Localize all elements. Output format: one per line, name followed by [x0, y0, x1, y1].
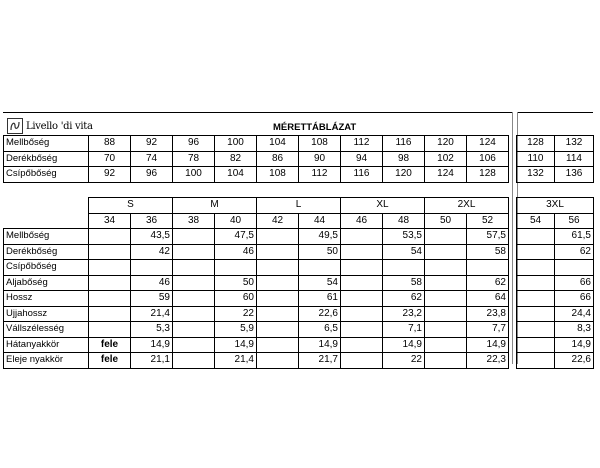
table-cell: 136 — [555, 167, 594, 183]
table-cell: 22,6 — [299, 306, 341, 322]
table-cell — [517, 322, 555, 338]
measure-row-extra — [517, 353, 594, 369]
table-cell: 50 — [299, 244, 341, 260]
table-cell: 22 — [215, 306, 257, 322]
table-cell: 66 — [555, 275, 594, 291]
table-cell — [89, 260, 131, 276]
top-table-row — [4, 151, 509, 167]
table-cell — [257, 337, 299, 353]
table-cell: 116 — [383, 136, 425, 152]
size-table-extra — [516, 135, 594, 369]
empty-cell — [4, 213, 89, 229]
table-cell: 100 — [215, 136, 257, 152]
table-cell: 106 — [467, 151, 509, 167]
size-group-row — [4, 198, 509, 214]
measure-row-extra — [517, 244, 594, 260]
table-cell: 46 — [215, 244, 257, 260]
table-cell: 124 — [425, 167, 467, 183]
row-label: Vállszélesség — [4, 322, 89, 338]
table-cell — [517, 260, 555, 276]
table-cell: 128 — [517, 136, 555, 152]
table-cell: 132 — [555, 136, 594, 152]
row-label: Hossz — [4, 291, 89, 307]
table-cell — [425, 229, 467, 245]
spacer-row — [517, 182, 594, 198]
table-cell — [131, 260, 173, 276]
size-number: 40 — [215, 213, 257, 229]
measure-row — [4, 275, 509, 291]
table-cell: 21,7 — [299, 353, 341, 369]
table-cell: 6,5 — [299, 322, 341, 338]
table-cell: 104 — [215, 167, 257, 183]
table-cell: 23,2 — [383, 306, 425, 322]
table-cell: 54 — [299, 275, 341, 291]
measure-row-extra — [517, 275, 594, 291]
top-table-row — [4, 167, 509, 183]
table-cell: 104 — [257, 136, 299, 152]
table-cell: 82 — [215, 151, 257, 167]
table-cell: 47,5 — [215, 229, 257, 245]
table-cell: 62 — [383, 291, 425, 307]
brand-suffix: 'di vita — [60, 120, 93, 132]
size-group-header: XL — [341, 198, 425, 214]
table-cell: 61,5 — [555, 229, 594, 245]
top-table-row-extra — [517, 136, 594, 152]
measure-row-extra — [517, 322, 594, 338]
row-label: Derékbőség — [4, 151, 89, 167]
table-cell: 53,5 — [383, 229, 425, 245]
top-border — [3, 112, 593, 113]
size-group-header: M — [173, 198, 257, 214]
table-cell — [89, 291, 131, 307]
table-cell: 7,1 — [383, 322, 425, 338]
brand-logo — [7, 118, 93, 134]
table-cell: 100 — [173, 167, 215, 183]
size-number: 54 — [517, 213, 555, 229]
size-number: 56 — [555, 213, 594, 229]
top-table-row — [4, 136, 509, 152]
table-cell: 46 — [131, 275, 173, 291]
table-cell: 7,7 — [467, 322, 509, 338]
table-cell: 96 — [173, 136, 215, 152]
measure-row-extra — [517, 291, 594, 307]
table-cell: 14,9 — [215, 337, 257, 353]
table-cell: 58 — [383, 275, 425, 291]
table-cell — [517, 291, 555, 307]
table-cell — [173, 322, 215, 338]
table-cell: 21,4 — [215, 353, 257, 369]
table-cell — [341, 322, 383, 338]
table-cell: 108 — [299, 136, 341, 152]
table-cell — [555, 260, 594, 276]
row-label: Mellbőség — [4, 136, 89, 152]
table-cell: 14,9 — [299, 337, 341, 353]
table-cell: 50 — [215, 275, 257, 291]
table-cell: 116 — [341, 167, 383, 183]
row-label: Hátanyakkör — [4, 337, 89, 353]
table-cell — [173, 291, 215, 307]
row-label: Ujjahossz — [4, 306, 89, 322]
size-number: 36 — [131, 213, 173, 229]
brand-name: Livello — [26, 120, 58, 132]
table-cell — [89, 306, 131, 322]
table-cell: 54 — [383, 244, 425, 260]
table-cell: 62 — [555, 244, 594, 260]
table-cell: 22 — [383, 353, 425, 369]
page-title: MÉRETTÁBLÁZAT — [273, 122, 357, 133]
size-number: 38 — [173, 213, 215, 229]
table-cell — [517, 275, 555, 291]
size-number-row-extra — [517, 213, 594, 229]
size-number: 50 — [425, 213, 467, 229]
empty-cell — [4, 198, 89, 214]
table-cell: 114 — [555, 151, 594, 167]
measure-row — [4, 322, 509, 338]
table-cell — [89, 275, 131, 291]
table-cell — [425, 306, 467, 322]
size-number: 42 — [257, 213, 299, 229]
size-group-header: L — [257, 198, 341, 214]
size-table-main — [3, 135, 509, 369]
table-cell: 58 — [467, 244, 509, 260]
table-cell: 14,9 — [467, 337, 509, 353]
table-cell: 21,4 — [131, 306, 173, 322]
top-table-row-extra — [517, 151, 594, 167]
size-group-header: S — [89, 198, 173, 214]
size-number: 34 — [89, 213, 131, 229]
measure-row — [4, 229, 509, 245]
table-cell: 102 — [425, 151, 467, 167]
table-cell — [257, 260, 299, 276]
table-cell — [173, 353, 215, 369]
table-cell: 62 — [467, 275, 509, 291]
table-cell — [257, 275, 299, 291]
row-label: Csípőbőség — [4, 260, 89, 276]
table-cell — [467, 260, 509, 276]
table-cell — [257, 353, 299, 369]
measure-row — [4, 337, 509, 353]
measure-row — [4, 306, 509, 322]
table-cell — [173, 306, 215, 322]
table-cell — [89, 322, 131, 338]
table-cell: 61 — [299, 291, 341, 307]
brand-logo-icon — [7, 118, 23, 134]
table-cell — [517, 244, 555, 260]
table-cell — [173, 337, 215, 353]
table-cell — [425, 244, 467, 260]
table-cell — [341, 229, 383, 245]
table-cell — [425, 291, 467, 307]
table-cell: 66 — [555, 291, 594, 307]
table-cell: 43,5 — [131, 229, 173, 245]
row-label: Mellbőség — [4, 229, 89, 245]
table-cell — [257, 291, 299, 307]
table-cell — [173, 244, 215, 260]
table-cell: 59 — [131, 291, 173, 307]
table-cell: 42 — [131, 244, 173, 260]
top-table-row-extra — [517, 167, 594, 183]
table-cell: 78 — [173, 151, 215, 167]
table-cell: fele — [89, 337, 131, 353]
table-cell: 24,4 — [555, 306, 594, 322]
table-cell: 112 — [341, 136, 383, 152]
table-cell: 88 — [89, 136, 131, 152]
table-cell: 57,5 — [467, 229, 509, 245]
table-cell — [215, 260, 257, 276]
table-cell: 96 — [131, 167, 173, 183]
size-group-header: 3XL — [517, 198, 594, 214]
table-cell: 5,9 — [215, 322, 257, 338]
table-cell: 70 — [89, 151, 131, 167]
table-cell — [257, 322, 299, 338]
table-cell: 22,6 — [555, 353, 594, 369]
measure-row-extra — [517, 260, 594, 276]
table-cell — [257, 306, 299, 322]
measure-row — [4, 260, 509, 276]
size-group-row-extra — [517, 198, 594, 214]
row-label: Derékbőség — [4, 244, 89, 260]
table-cell: 120 — [383, 167, 425, 183]
table-cell: 5,3 — [131, 322, 173, 338]
table-cell — [341, 337, 383, 353]
table-cell: fele — [89, 353, 131, 369]
measure-row-extra — [517, 306, 594, 322]
table-cell: 90 — [299, 151, 341, 167]
table-cell — [89, 244, 131, 260]
table-cell — [173, 260, 215, 276]
table-cell — [341, 244, 383, 260]
table-cell: 8,3 — [555, 322, 594, 338]
table-cell — [257, 244, 299, 260]
size-number: 44 — [299, 213, 341, 229]
table-cell: 128 — [467, 167, 509, 183]
table-cell — [89, 229, 131, 245]
size-number: 46 — [341, 213, 383, 229]
size-chart-sheet — [3, 112, 593, 364]
measure-row — [4, 353, 509, 369]
table-cell: 49,5 — [299, 229, 341, 245]
table-cell — [341, 353, 383, 369]
table-cell — [341, 291, 383, 307]
table-cell: 14,9 — [131, 337, 173, 353]
table-cell: 60 — [215, 291, 257, 307]
table-cell — [517, 353, 555, 369]
table-cell — [425, 322, 467, 338]
table-cell — [173, 229, 215, 245]
table-cell — [517, 229, 555, 245]
table-cell: 14,9 — [555, 337, 594, 353]
measure-row-extra — [517, 337, 594, 353]
table-cell: 112 — [299, 167, 341, 183]
table-cell: 120 — [425, 136, 467, 152]
table-cell: 124 — [467, 136, 509, 152]
table-cell — [341, 260, 383, 276]
table-cell: 22,3 — [467, 353, 509, 369]
measure-row — [4, 244, 509, 260]
table-cell — [517, 337, 555, 353]
table-cell — [299, 260, 341, 276]
table-cell: 23,8 — [467, 306, 509, 322]
table-cell: 110 — [517, 151, 555, 167]
row-label: Eleje nyakkör — [4, 353, 89, 369]
table-cell: 14,9 — [383, 337, 425, 353]
size-number: 52 — [467, 213, 509, 229]
table-cell: 74 — [131, 151, 173, 167]
table-cell: 98 — [383, 151, 425, 167]
table-cell: 92 — [131, 136, 173, 152]
table-cell: 21,1 — [131, 353, 173, 369]
table-cell: 108 — [257, 167, 299, 183]
size-group-header: 2XL — [425, 198, 509, 214]
size-number: 48 — [383, 213, 425, 229]
table-cell: 86 — [257, 151, 299, 167]
measure-row — [4, 291, 509, 307]
table-cell — [425, 353, 467, 369]
table-cell: 64 — [467, 291, 509, 307]
size-number-row — [4, 213, 509, 229]
table-cell — [425, 337, 467, 353]
table-cell — [257, 229, 299, 245]
measure-row-extra — [517, 229, 594, 245]
row-label: Csípőbőség — [4, 167, 89, 183]
table-cell — [425, 275, 467, 291]
table-cell: 132 — [517, 167, 555, 183]
row-label: Aljabőség — [4, 275, 89, 291]
table-cell: 92 — [89, 167, 131, 183]
table-cell — [425, 260, 467, 276]
table-cell — [173, 275, 215, 291]
spacer-row — [4, 182, 509, 198]
table-cell: 94 — [341, 151, 383, 167]
table-cell — [341, 306, 383, 322]
table-cell — [517, 306, 555, 322]
table-cell — [341, 275, 383, 291]
table-cell — [383, 260, 425, 276]
